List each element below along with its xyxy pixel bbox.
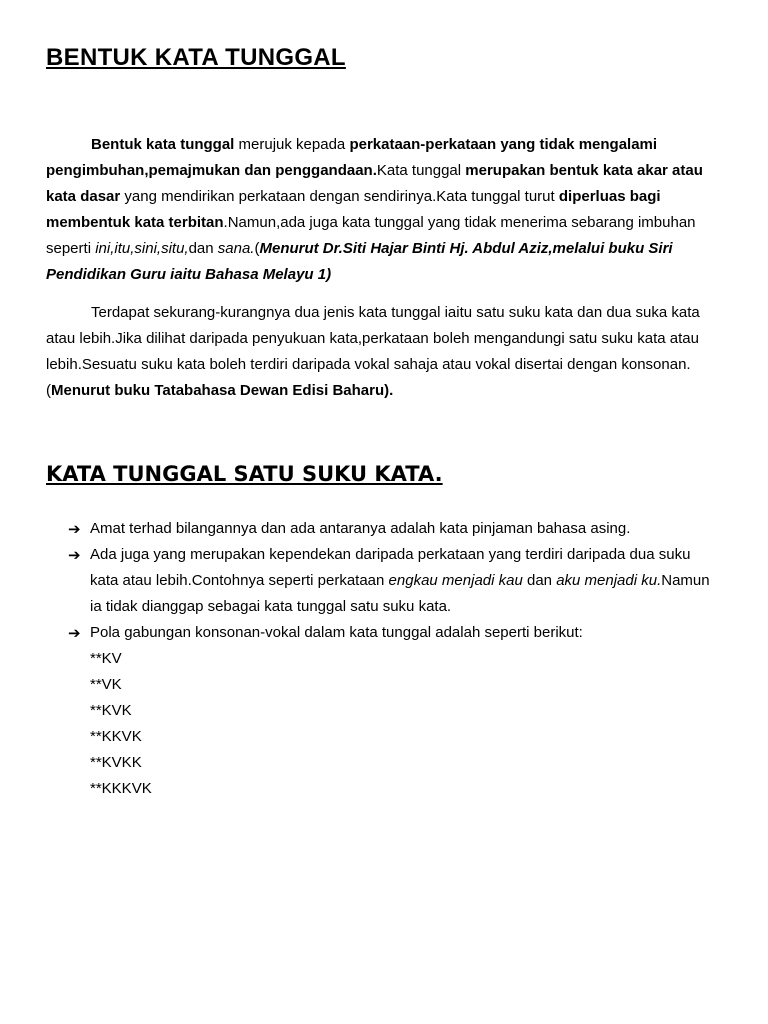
text: Namun ia tidak dianggap sebagai kata tunggal satu suku kata. xyxy=(90,572,710,615)
text: dan xyxy=(522,572,557,589)
list-item-text: Pola gabungan konsonan-vokal dalam kata tunggal adalah seperti berikut: xyxy=(90,624,583,641)
bold-text: perkataan-perkataan yang tidak mengalami pengimbuhan,pemajmukan dan penggandaan. xyxy=(46,136,658,179)
text: Terdapat sekurang-kurangnya dua jenis kata tunggal iaitu satu suku kata dan dua suka kata atau lebih.Jika dilihat daripada penyukuan kata,perkataan boleh mengandungi satu suku kata atau lebih.Sesuatu suku kata boleh terdiri daripada vokal sahaja atau vokal disertai dengan konsonan.( xyxy=(46,304,700,399)
arrow-right-icon: ➔ xyxy=(68,546,81,564)
pattern-list xyxy=(90,646,152,802)
text: dan xyxy=(188,240,218,257)
bold-text: merupakan bentuk kata akar atau kata dasar xyxy=(46,162,703,205)
text: yang mendirikan perkataan dengan sendirinya.Kata tunggal turut xyxy=(120,188,559,205)
arrow-right-icon: ➔ xyxy=(68,624,81,642)
list-item xyxy=(68,516,718,542)
list-item-text: Amat terhad bilangannya dan ada antaranya adalah kata pinjaman bahasa asing. xyxy=(90,520,631,537)
paragraph-types xyxy=(46,300,716,404)
italic-text: ini,itu,sini,situ, xyxy=(95,240,189,257)
bold-text: diperluas bagi membentuk kata terbitan xyxy=(46,188,661,231)
pattern-item: **KVKK xyxy=(90,754,142,771)
section-heading: KATA TUNGGAL SATU SUKU KATA. xyxy=(46,462,443,486)
pattern-item: **VK xyxy=(90,676,122,693)
bold-text: Bentuk kata tunggal xyxy=(91,136,235,153)
text: ( xyxy=(254,240,260,257)
text: .Namun,ada juga kata tunggal yang tidak menerima sebarang imbuhan seperti xyxy=(46,214,696,257)
pattern-item: **KKVK xyxy=(90,728,142,745)
text: Kata tunggal xyxy=(376,162,466,179)
bullet-list xyxy=(68,516,718,646)
list-item-text: Ada juga yang merupakan kependekan daripada perkataan yang terdiri daripada dua suku kata atau lebih.Contohnya seperti perkataan xyxy=(90,546,691,589)
arrow-right-icon: ➔ xyxy=(68,520,81,538)
pattern-item: **KV xyxy=(90,650,122,667)
citation-text: Menurut buku Tatabahasa Dewan Edisi Baharu). xyxy=(51,382,394,399)
italic-text: aku menjadi ku. xyxy=(556,572,662,589)
list-item xyxy=(68,542,718,620)
paragraph-definition xyxy=(46,132,716,288)
page-title: BENTUK KATA TUNGGAL xyxy=(46,44,346,71)
italic-text: engkau menjadi kau xyxy=(388,572,523,589)
italic-text: sana. xyxy=(217,240,255,257)
list-item xyxy=(68,620,718,646)
citation-text: Menurut Dr.Siti Hajar Binti Hj. Abdul Aziz,melalui buku Siri Pendidikan Guru iaitu Bahasa Melayu 1) xyxy=(46,240,673,283)
pattern-item: **KVK xyxy=(90,702,132,719)
text: merujuk kepada xyxy=(234,136,350,153)
pattern-item: **KKKVK xyxy=(90,780,152,797)
